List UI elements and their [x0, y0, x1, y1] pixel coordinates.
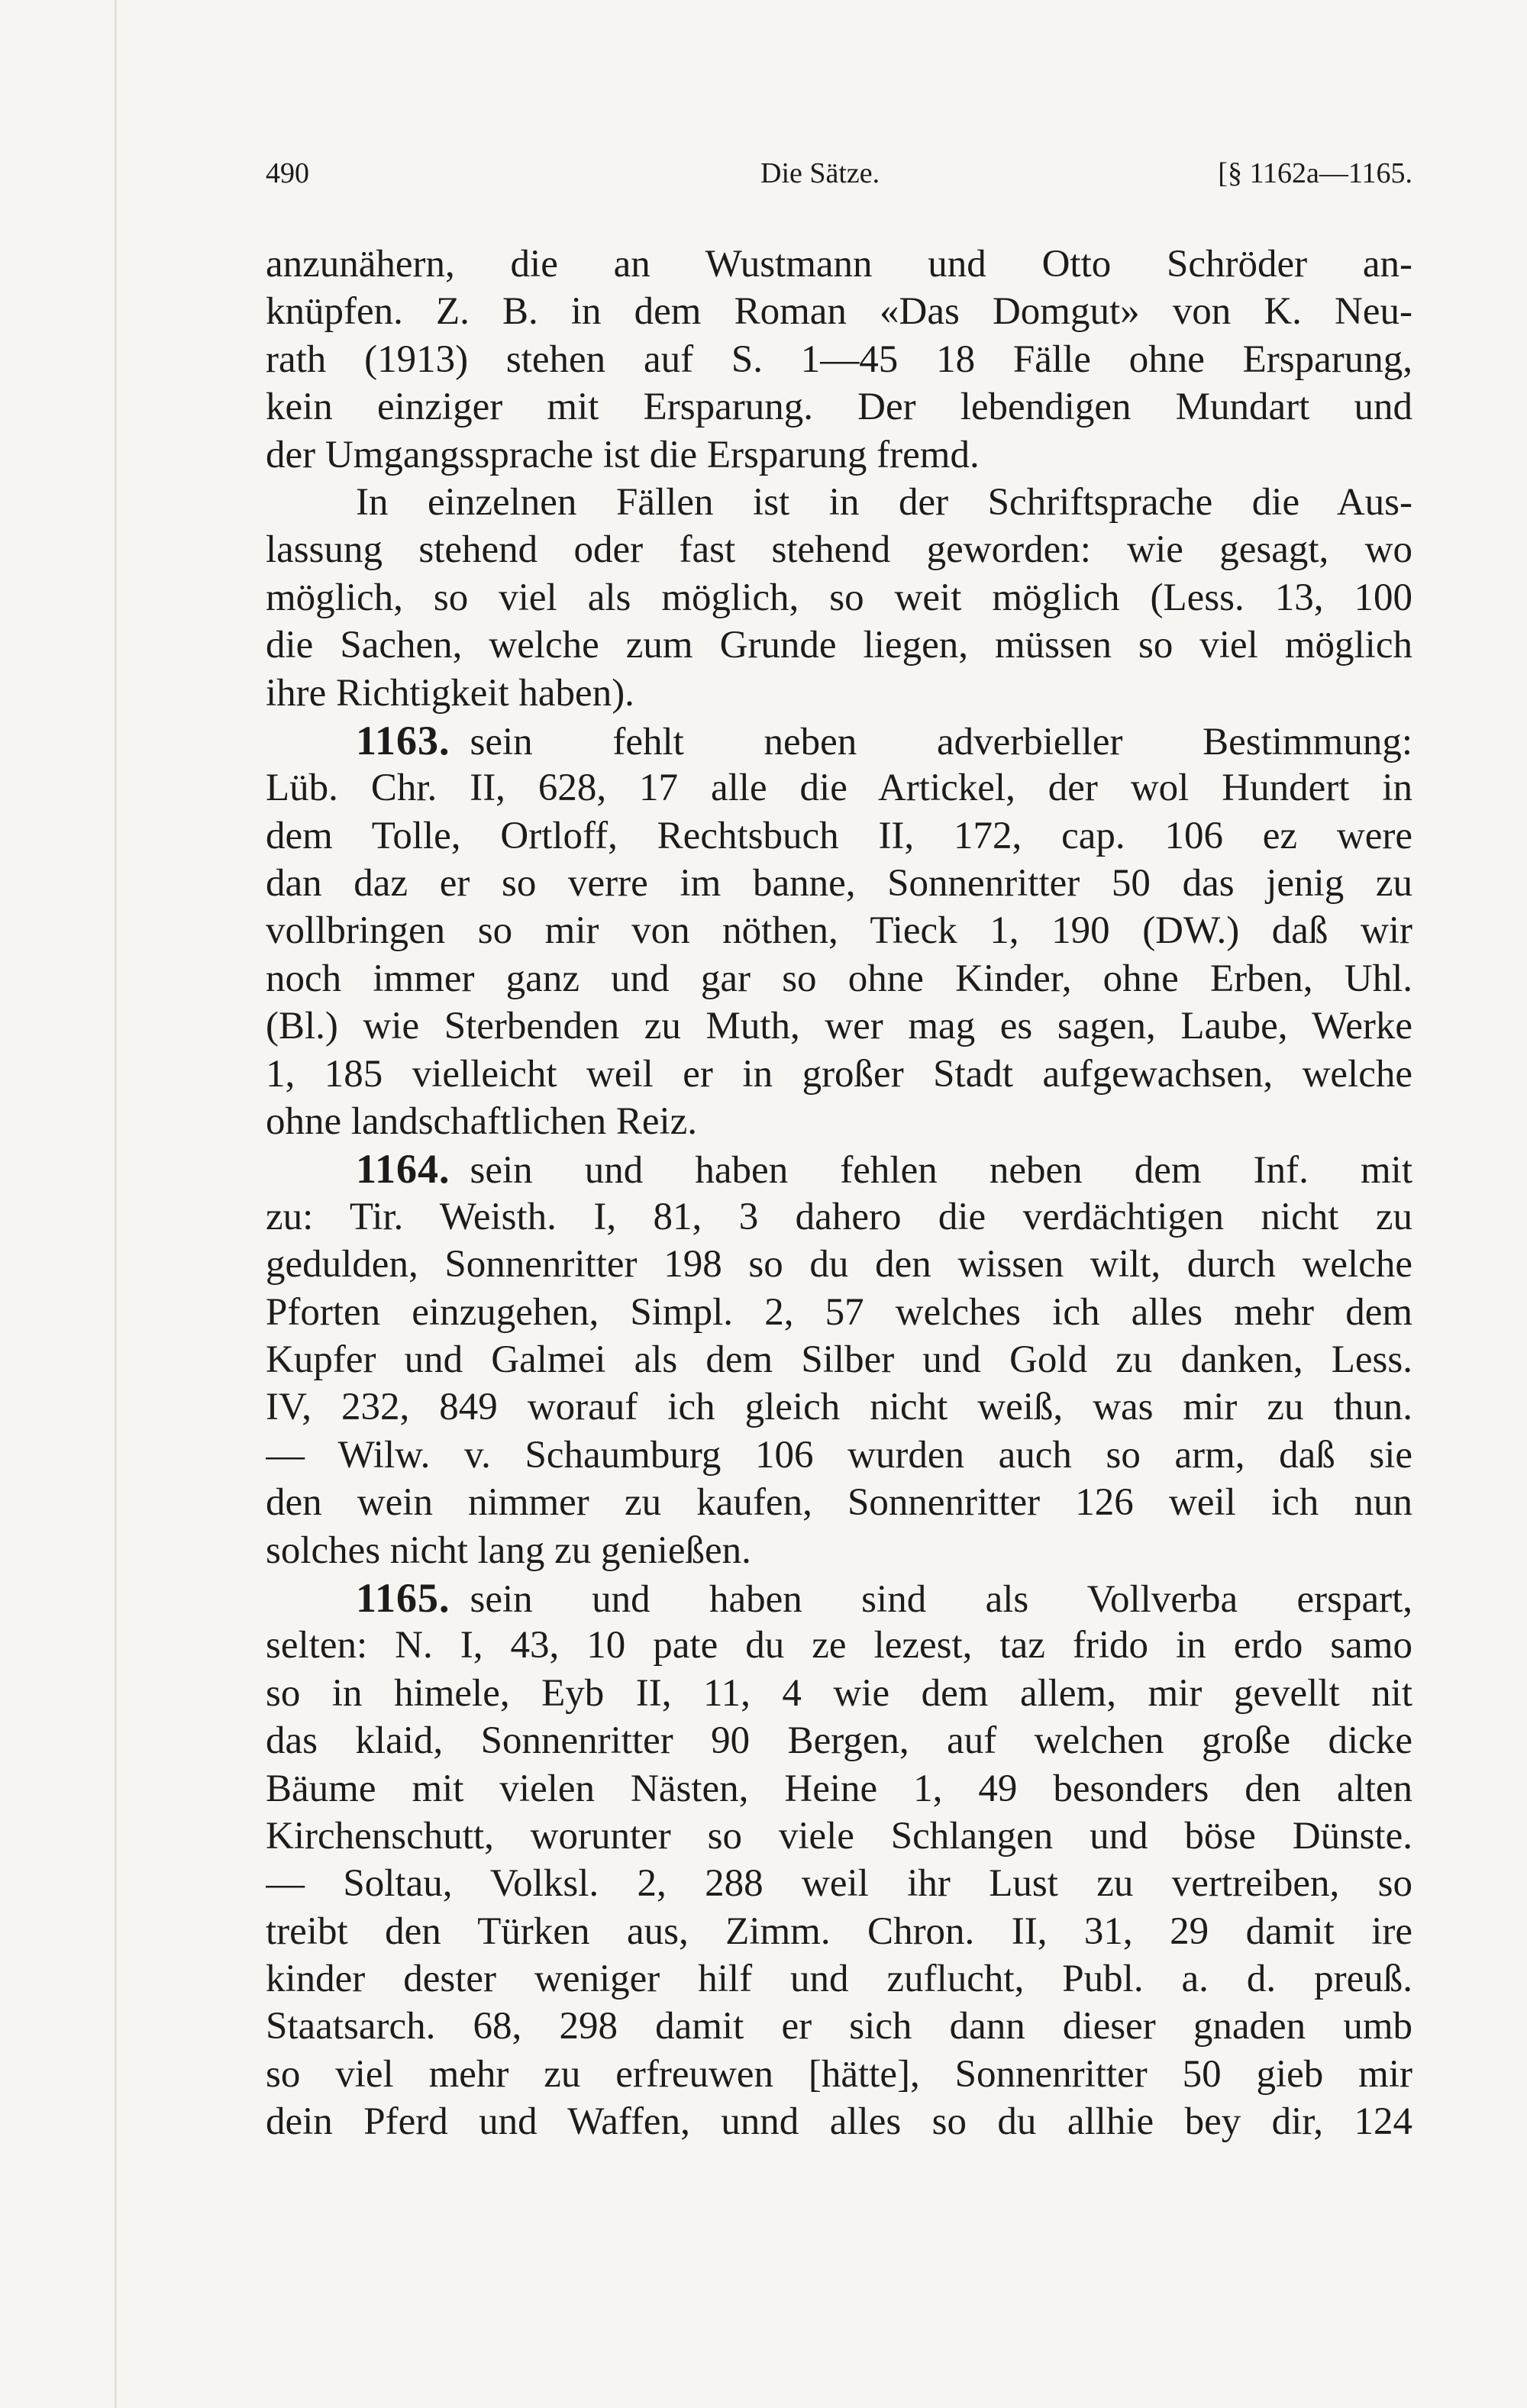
text-line [266, 336, 1412, 383]
text-line [266, 955, 1412, 1002]
body-text [266, 240, 1412, 2146]
text-line [266, 1383, 1412, 1431]
page-number: 490 [266, 157, 309, 189]
line-text: IV, 232, 849 worauf ich gleich nicht weiß, was mir zu thun. [266, 1386, 1412, 1429]
line-text: kinder dester weniger hilf und zuflucht, Publ. a. d. preuß. [266, 1958, 1412, 2001]
text-line [266, 431, 1412, 479]
line-text: möglich, so viel als möglich, so weit möglich (Less. 13, 100 [266, 576, 1412, 619]
text-line [266, 907, 1412, 954]
text-line [266, 1051, 1412, 1098]
line-text: selten: N. I, 43, 10 pate du ze lezest, taz frido in erdo samo [266, 1624, 1412, 1667]
text-line [266, 1145, 1412, 1193]
line-text: Staatsarch. 68, 298 damit er sich dann dieser gnaden umb [266, 2005, 1412, 2048]
line-text: sein fehlt neben adverbieller Bestimmung: [470, 720, 1412, 763]
page-edge-shadow [115, 0, 117, 2408]
text-line [266, 1955, 1412, 2003]
running-header [266, 157, 1412, 202]
running-title: Die Sätze. [760, 157, 880, 189]
text-line [266, 1241, 1412, 1288]
line-text: 1, 185 vielleicht weil er in großer Stadt aufgewachsen, welche [266, 1052, 1412, 1096]
line-text: treibt den Türken aus, Zimm. Chron. II, 31, 29 damit ire [266, 1909, 1412, 1953]
line-text: rath (1913) stehen auf S. 1—45 18 Fälle ohne Ersparung, [266, 337, 1412, 381]
text-line [266, 670, 1412, 717]
line-text: sein und haben sind als Vollverba erspart, [470, 1577, 1412, 1621]
text-line [266, 812, 1412, 860]
line-text: der Umgangssprache ist die Ersparung fremd. [266, 433, 980, 476]
line-text: ihre Richtigkeit haben). [266, 671, 634, 715]
line-text: Lüb. Chr. II, 628, 17 alle die Artickel, der wol Hundert in [266, 767, 1412, 810]
section-number: 1164. [356, 1146, 450, 1193]
line-text: Bäume mit vielen Nästen, Heine 1, 49 besonders den alten [266, 1767, 1412, 1810]
text-line [266, 1812, 1412, 1860]
text-line [266, 1098, 1412, 1145]
text-line [266, 1622, 1412, 1669]
section-paragraph [266, 717, 1412, 1146]
text-line [266, 1336, 1412, 1383]
line-text: Kirchenschutt, worunter so viele Schlangen und böse Dünste. [266, 1814, 1412, 1858]
line-text: In einzelnen Fällen ist in der Schriftsprache die Aus- [356, 480, 1412, 524]
line-text: die Sachen, welche zum Grunde liegen, müssen so viel möglich [266, 624, 1412, 667]
section-number: 1165. [356, 1574, 450, 1621]
section-paragraph [266, 1574, 1412, 2146]
line-text: so viel mehr zu erfreuwen [hätte], Sonnenritter 50 gieb mir [266, 2052, 1412, 2096]
text-line [266, 526, 1412, 573]
line-text: so in himele, Eyb II, 11, 4 wie dem allem, mir gevellt nit [266, 1671, 1412, 1715]
line-text: vollbringen so mir von nöthen, Tieck 1, 190 (DW.) daß wir [266, 909, 1412, 953]
text-line [266, 1717, 1412, 1764]
line-text: Pforten einzugehen, Simpl. 2, 57 welches ich alles mehr dem [266, 1290, 1412, 1334]
body-paragraph [266, 479, 1412, 717]
line-text: anzunähern, die an Wustmann und Otto Schröder an- [266, 243, 1412, 286]
text-line [266, 621, 1412, 669]
text-line [266, 574, 1412, 621]
section-range: [§ 1162a—1165. [1218, 157, 1412, 189]
text-line [266, 1670, 1412, 1717]
line-text: kein einziger mit Ersparung. Der lebendigen Mundart und [266, 386, 1412, 429]
text-line [266, 2051, 1412, 2098]
text-line [266, 764, 1412, 812]
text-line [266, 240, 1412, 288]
text-line [266, 1002, 1412, 1050]
body-paragraph [266, 240, 1412, 479]
line-text: das klaid, Sonnenritter 90 Bergen, auf welchen große dicke [266, 1719, 1412, 1763]
text-line [266, 1193, 1412, 1241]
line-text: gedulden, Sonnenritter 198 so du den wissen wilt, durch welche [266, 1243, 1412, 1286]
line-text: dein Pferd und Waffen, unnd alles so du allhie bey dir, 124 [266, 2100, 1412, 2144]
line-text: solches nicht lang zu genießen. [266, 1528, 751, 1572]
text-line [266, 1908, 1412, 1955]
section-number: 1163. [356, 717, 450, 763]
text-line [266, 1765, 1412, 1812]
text-line [266, 717, 1412, 764]
line-text: zu: Tir. Weisth. I, 81, 3 dahero die verdächtigen nicht zu [266, 1195, 1412, 1238]
line-text: sein und haben fehlen neben dem Inf. mit [470, 1149, 1412, 1193]
line-text: dan daz er so verre im banne, Sonnenritter 50 das jenig zu [266, 862, 1412, 905]
section-paragraph [266, 1145, 1412, 1574]
line-text: (Bl.) wie Sterbenden zu Muth, wer mag es sagen, Laube, Werke [266, 1005, 1412, 1048]
text-line [266, 2098, 1412, 2145]
line-text: dem Tolle, Ortloff, Rechtsbuch II, 172, cap. 106 ez were [266, 814, 1412, 857]
text-line [266, 1574, 1412, 1622]
line-text: ohne landschaftlichen Reiz. [266, 1100, 698, 1144]
text-line [266, 288, 1412, 335]
line-text: Kupfer und Galmei als dem Silber und Gold zu danken, Less. [266, 1338, 1412, 1381]
text-line [266, 1432, 1412, 1479]
line-text: lassung stehend oder fast stehend geworden: wie gesagt, wo [266, 528, 1412, 572]
text-line [266, 1479, 1412, 1526]
text-line [266, 1527, 1412, 1574]
line-text: den wein nimmer zu kaufen, Sonnenritter 126 weil ich nun [266, 1481, 1412, 1525]
line-text: noch immer ganz und gar so ohne Kinder, ohne Erben, Uhl. [266, 957, 1412, 1000]
text-line [266, 860, 1412, 907]
line-text: knüpfen. Z. B. in dem Roman «Das Domgut» von K. Neu- [266, 290, 1412, 334]
text-line [266, 479, 1412, 526]
text-line [266, 1860, 1412, 1907]
line-text: — Soltau, Volksl. 2, 288 weil ihr Lust zu vertreiben, so [266, 1862, 1412, 1906]
text-line [266, 1289, 1412, 1336]
line-text: — Wilw. v. Schaumburg 106 wurden auch so arm, daß sie [266, 1433, 1412, 1477]
text-line [266, 383, 1412, 431]
text-line [266, 2003, 1412, 2050]
